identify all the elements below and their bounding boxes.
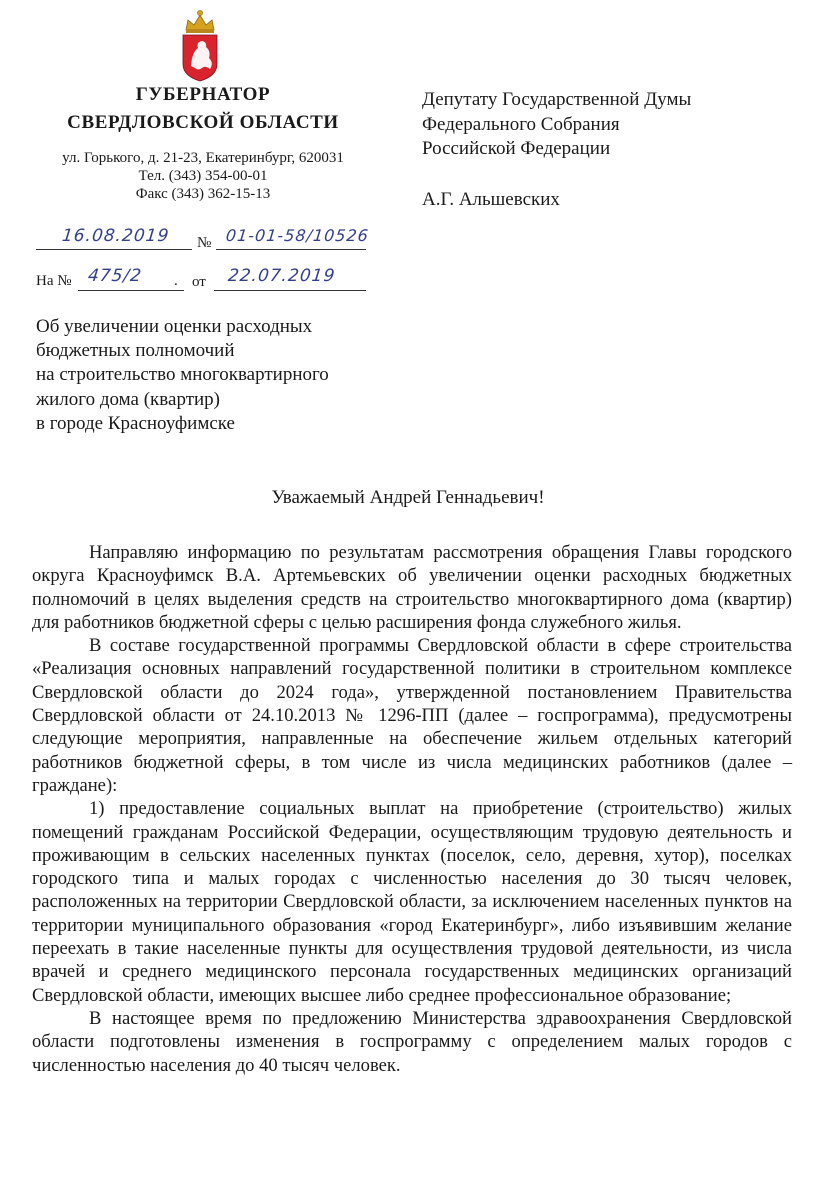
letter-date-handwritten: 16.08.2019 [60, 226, 171, 246]
ref-number-handwritten: 475/2 [86, 266, 144, 286]
ref-date-handwritten: 22.07.2019 [226, 266, 337, 286]
letter-number-handwritten: 01-01-58/10526 [225, 226, 370, 245]
subject-line: жилого дома (квартир) [36, 388, 220, 410]
body-paragraph: В настоящее время по предложению Министерства здравоохранения Свердловской области подготовлены изменения в госпрограмму с определением малых городов с численностью населения до 40 тысяч человек. [32, 1007, 792, 1076]
body-paragraph: 1) предоставление социальных выплат на приобретение (строительство) жилых помещений гражданам Российской Федерации, осуществляющим трудовую деятельность и проживающим в сельских населенных пунктах (поселок, село, деревня, хутор), поселках городского типа и малых городах с численностью населения до 30 тысяч человек, расположенных на территории Свердловской области, за исключением населенных пунктов на территории муниципального образования «город Екатеринбург», либо изъявившим желание переехать в такие населенные пункты для осуществления трудовой деятельности, из числа врачей и среднего медицинского персонала государственных медицинских организаций Свердловской области, имеющих высшее либо среднее профессиональное образование; [32, 798, 792, 1006]
crown-icon [186, 10, 214, 33]
letter-body [32, 541, 792, 1077]
org-fax: Факс (343) 362-15-13 [135, 186, 271, 202]
org-address: ул. Горького, д. 21-23, Екатеринбург, 620031 [62, 150, 344, 166]
subject-line: Об увеличении оценки расходных [36, 316, 313, 337]
subject-line: на строительство многоквартирного [36, 364, 329, 386]
subject-line: в городе Красноуфимске [36, 412, 235, 434]
ref-date-label: от [192, 274, 206, 290]
org-title-line1: ГУБЕРНАТОР [135, 84, 271, 105]
ref-separator: . [174, 273, 178, 289]
addressee-line3: Российской Федерации [422, 138, 611, 159]
letter-subject [36, 315, 329, 436]
addressee-block [422, 88, 691, 162]
addressee-name: А.Г. Альшевских [422, 189, 560, 210]
ref-date-underline [214, 290, 366, 291]
date-underline [36, 249, 192, 250]
addressee-line1: Депутату Государственной Думы [422, 89, 692, 110]
subject-line: бюджетных полномочий [36, 340, 235, 362]
number-label: № [197, 235, 212, 251]
number-underline [216, 249, 366, 250]
org-phone: Тел. (343) 354-00-01 [138, 168, 268, 184]
body-paragraph: Направляю информацию по результатам рассмотрения обращения Главы городского округа Красноуфимск В.А. Артемьевских об увеличении оценки расходных бюджетных полномочий в целях выделения средств на строительство многоквартирного дома (квартир) для работников бюджетной сферы с целью расширения фонда служебного жилья. [32, 542, 792, 633]
org-title-line2: СВЕРДЛОВСКОЙ ОБЛАСТИ [67, 112, 339, 133]
addressee-line2: Федерального Собрания [422, 113, 620, 135]
greeting: Уважаемый Андрей Геннадьевич! [271, 487, 545, 508]
ref-number-label: На № [36, 273, 72, 289]
ref-number-underline [78, 290, 184, 291]
coat-of-arms-emblem [176, 8, 224, 82]
body-paragraph: В составе государственной программы Свердловской области в сфере строительства «Реализация основных направлений государственной политики в строительном комплексе Свердловской области до 2024 года», утвержденной постановлением Правительства Свердловской области от 24.10.2013 № 1296-ПП (далее – госпрограмма), предусмотрены следующие мероприятия, направленные на обеспечение жильем отдельных категорий работников бюджетной сферы, в том числе из числа медицинских работников (далее – граждане): [32, 635, 792, 796]
